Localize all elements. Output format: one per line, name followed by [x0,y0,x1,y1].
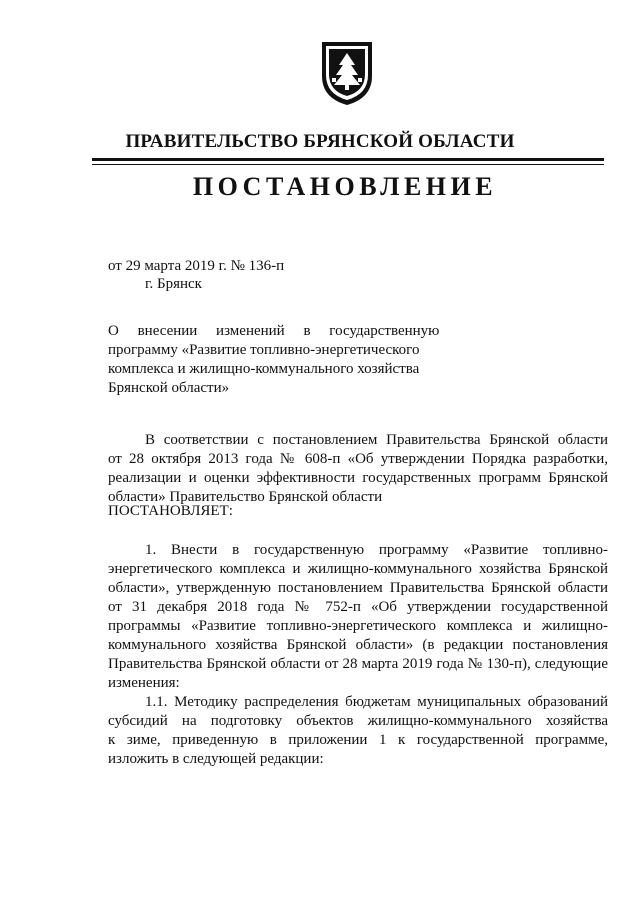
preamble-paragraph [108,431,608,507]
organization-name: ПРАВИТЕЛЬСТВО БРЯНСКОЙ ОБЛАСТИ [125,131,515,152]
paragraph-line: от 28 октября 2013 года № 608-п «Об утверждении Порядка разработки, [108,451,608,467]
paragraph-line: к зиме, приведенную в приложении 1 к государственной программе, [108,732,608,748]
paragraph-line: программы «Развитие топливно-энергетического комплекса и жилищно- [108,618,608,634]
paragraph-line: области», утвержденную постановлением Правительства Брянской области [108,580,608,596]
date-number-line: от 29 марта 2019 г. № 136-п [108,258,285,274]
subject-line: Брянской области» [108,380,230,396]
subject-line: программу «Развитие топливно-энергетического [108,342,420,358]
paragraph-line: В соответствии с постановлением Правительства Брянской области [145,432,608,448]
item-1-1-paragraph [108,693,608,769]
paragraph-line: субсидий на подготовку объектов жилищно-коммунального хозяйства [108,713,608,729]
paragraph-line: коммунального хозяйства Брянской области» (в редакции постановления [108,637,608,653]
paragraph-line: изложить в следующей редакции: [108,751,324,767]
item-1-paragraph [108,541,608,693]
paragraph-line: 1.1. Методику распределения бюджетам муниципальных образований [145,694,608,710]
header-divider-thin [92,164,604,165]
document-subject [108,322,440,398]
city-line: г. Брянск [145,276,202,292]
coat-of-arms-icon [318,38,376,108]
paragraph-line: от 31 декабря 2018 года № 752-п «Об утверждении государственной [108,599,608,615]
paragraph-line: Правительства Брянской области от 28 марта 2019 года № 130-п), следующие [108,656,608,672]
paragraph-line: реализации и оценки эффективности государственных программ Брянской [108,470,608,486]
subject-line: О внесении изменений в государственную [108,323,440,339]
subject-line: комплекса и жилищно-коммунального хозяйства [108,361,420,377]
paragraph-line: 1. Внести в государственную программу «Развитие топливно- [145,542,608,558]
paragraph-line: энергетического комплекса и жилищно-коммунального хозяйства Брянской [108,561,608,577]
paragraph-line: изменения: [108,675,180,691]
paragraph-line: области» Правительство Брянской области [108,489,383,505]
document-type-title: ПОСТАНОВЛЕНИЕ [192,172,498,201]
header-divider-thick [92,158,604,161]
resolves-heading: ПОСТАНОВЛЯЕТ: [108,503,233,519]
